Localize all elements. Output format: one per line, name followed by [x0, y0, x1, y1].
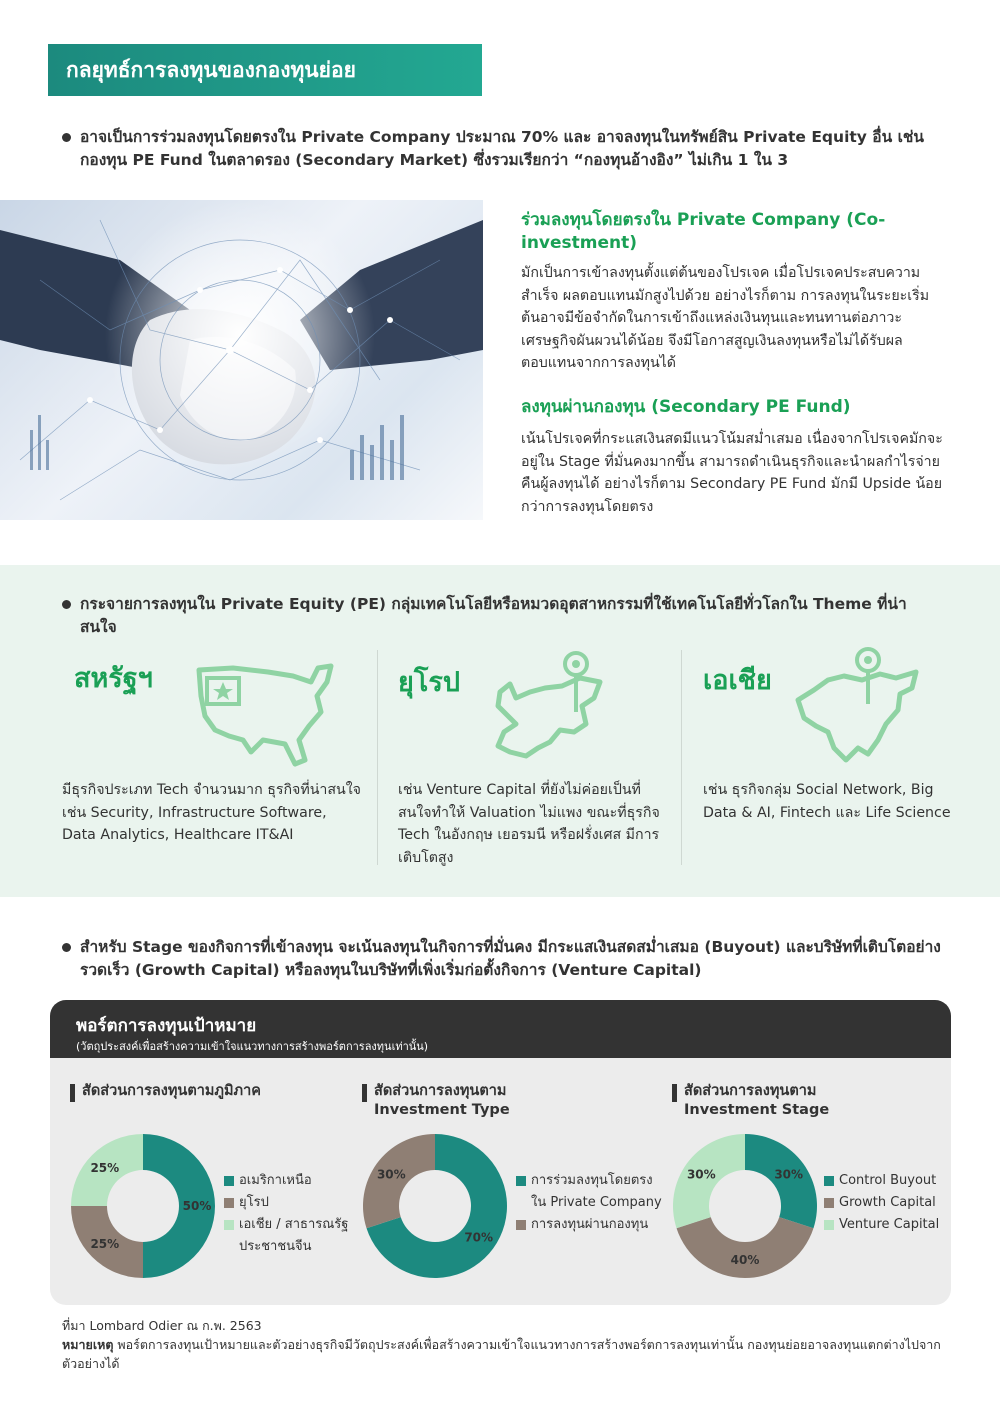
asia-map-icon	[790, 644, 925, 772]
chart-title-investment-stage	[672, 1082, 942, 1120]
footer-note	[62, 1335, 942, 1373]
bullet-dot	[62, 943, 71, 952]
section-header	[48, 44, 482, 96]
title-bar	[672, 1084, 677, 1102]
legend-label: การร่วมลงทุนโดยตรงใน Private Company	[531, 1173, 662, 1210]
legend-swatch	[824, 1176, 834, 1186]
bullet-investment-stage	[62, 936, 942, 982]
legend-label: Growth Capital	[839, 1195, 936, 1210]
chart-title-region	[70, 1082, 340, 1101]
handshake-image	[0, 200, 483, 520]
region-name: เอเชีย	[703, 665, 772, 696]
legend-swatch	[824, 1198, 834, 1208]
legend-item	[224, 1192, 364, 1214]
handshake-illustration-icon	[0, 200, 483, 520]
region-description: มีธุรกิจประเภท Tech จำนวนมาก ธุรกิจที่น่าสนใจ เช่น Security, Infrastructure Software, Data Analytics, Healthcare IT&AI	[62, 782, 361, 843]
chart-title-investment-type	[362, 1082, 632, 1120]
footer-note-text: พอร์ตการลงทุนเป้าหมายและตัวอย่างธุรกิจมีวัตถุประสงค์เพื่อสร้างความเข้าใจแนวทางการสร้างพอร์ตการลงทุนเท่านั้น กองทุนย่อยอาจลงทุนแตกต่างไปจากตัวอย่างได้	[62, 1337, 941, 1371]
footer-source: ที่มา Lombard Odier ณ ก.พ. 2563	[62, 1318, 262, 1333]
region-name: สหรัฐฯ	[74, 663, 153, 694]
legend-swatch	[516, 1220, 526, 1230]
legend-swatch	[516, 1176, 526, 1186]
footer-note-label: หมายเหตุ	[62, 1337, 114, 1352]
legend-label: Venture Capital	[839, 1217, 940, 1232]
legend-swatch	[224, 1176, 234, 1186]
portfolio-subtitle: (วัตถุประสงค์เพื่อสร้างความเข้าใจแนวทางการสร้างพอร์ตการลงทุนเท่านั้น)	[76, 1040, 429, 1053]
bullet-regions	[62, 593, 942, 639]
chart-title-line1: สัดส่วนการลงทุนตามภูมิภาค	[82, 1083, 261, 1099]
strategy-title-co-investment: ร่วมลงทุนโดยตรงใน Private Company (Co-investment)	[521, 210, 886, 253]
legend-label: อเมริกาเหนือ	[239, 1173, 312, 1188]
region-description: เช่น ธุรกิจกลุ่ม Social Network, Big Data & AI, Fintech และ Life Science	[703, 782, 951, 821]
footer	[62, 1316, 942, 1373]
portfolio-title: พอร์ตการลงทุนเป้าหมาย	[76, 1016, 257, 1036]
chart-title-line2: Investment Type	[374, 1102, 510, 1118]
region-description: เช่น Venture Capital ที่ยังไม่ค่อยเป็นที่สนใจทำให้ Valuation ไม่แพง ขณะที่ธุรกิจ Tech ในอังกฤษ เยอรมนี หรือฝรั่งเศส มีการเติบโตสูง	[398, 782, 660, 866]
legend-label: เอเชีย / สาธารณรัฐประชาชนจีน	[239, 1217, 349, 1254]
slice-label: 30%	[686, 1167, 716, 1182]
strategy-body-co-investment: มักเป็นการเข้าลงทุนตั้งแต่ต้นของโปรเจค เมื่อโปรเจคประสบความสำเร็จ ผลตอบแทนมักสูงไปด้วย อย่างไรก็ตาม การลงทุนในระยะเริ่มต้นอาจมีข้อจำกัดในการเข้าถึงแหล่งเงินทุนและทนทานต่อภาวะเศรษฐกิจผันผวนได้น้อย จึงมีโอกาสสูญเงินลงทุนหรือไม่ได้รับผลตอบแทนจากการลงทุนได้	[521, 265, 930, 371]
slice-label: 25%	[90, 1160, 120, 1175]
target-portfolio-panel	[50, 1000, 951, 1305]
donut-slice	[677, 1217, 814, 1278]
portfolio-header	[50, 1000, 951, 1058]
column-divider	[681, 650, 682, 865]
legend-item	[824, 1214, 949, 1236]
legend-item	[516, 1170, 666, 1214]
investment-stage-chart-legend	[824, 1170, 949, 1236]
legend-swatch	[224, 1198, 234, 1208]
region-name: ยุโรป	[398, 667, 460, 698]
bullet-dot	[62, 133, 71, 142]
slice-label: 25%	[90, 1237, 120, 1252]
legend-item	[516, 1214, 666, 1236]
legend-label: ยุโรป	[239, 1195, 269, 1210]
europe-map-icon	[490, 648, 610, 770]
legend-item	[824, 1192, 949, 1214]
legend-item	[224, 1214, 364, 1258]
chart-title-line1: สัดส่วนการลงทุนตาม	[684, 1083, 817, 1099]
title-bar	[70, 1084, 75, 1102]
bullet-text: สำหรับ Stage ของกิจการที่เข้าลงทุน จะเน้นลงทุนในกิจการที่มั่นคง มีกระแสเงินสดสม่ำเสมอ (Buyout) และบริษัทที่เติบโตอย่างรวดเร็ว (Growth Capital) หรือลงทุนในบริษัทที่เพิ่งเริ่มก่อตั้งกิจการ (Venture Capital)	[80, 938, 941, 979]
chart-title-line1: สัดส่วนการลงทุนตาม	[374, 1083, 507, 1099]
legend-item	[224, 1170, 364, 1192]
slice-label: 30%	[774, 1167, 804, 1182]
slice-label: 40%	[730, 1253, 760, 1267]
column-divider	[377, 650, 378, 865]
bullet-dot	[62, 600, 71, 609]
strategy-title-secondary-fund: ลงทุนผ่านกองทุน (Secondary PE Fund)	[521, 397, 851, 417]
bullet-text: กระจายการลงทุนใน Private Equity (PE) กลุ่มเทคโนโลยีหรือหมวดอุตสาหกรรมที่ใช้เทคโนโลยีทั่วโลกใน Theme ที่น่าสนใจ	[80, 595, 907, 636]
legend-swatch	[224, 1220, 234, 1230]
slice-label: 70%	[464, 1230, 494, 1245]
legend-label: การลงทุนผ่านกองทุน	[531, 1217, 649, 1232]
legend-label: Control Buyout	[839, 1173, 937, 1188]
slice-label: 50%	[182, 1199, 212, 1213]
slice-label: 30%	[376, 1167, 406, 1182]
bullet-investment-intro	[62, 126, 942, 172]
investment-type-chart-legend	[516, 1170, 666, 1236]
title-bar	[362, 1084, 367, 1102]
region-chart-legend	[224, 1170, 364, 1258]
region-donut-chart	[70, 1133, 216, 1279]
legend-item	[824, 1170, 949, 1192]
legend-swatch	[824, 1220, 834, 1230]
section-title: กลยุทธ์การลงทุนของกองทุนย่อย	[66, 58, 356, 82]
bullet-text: อาจเป็นการร่วมลงทุนโดยตรงใน Private Company ประมาณ 70% และ อาจลงทุนในทรัพย์สิน Private Equity อื่น เช่น กองทุน PE Fund ในตลาดรอง (Secondary Market) ซึ่งรวมเรียกว่า “กองทุนอ้างอิง” ไม่เกิน 1 ใน 3	[80, 128, 925, 169]
chart-title-line2: Investment Stage	[684, 1102, 830, 1118]
investment-stage-donut-chart	[672, 1133, 818, 1279]
usa-map-icon	[193, 660, 338, 770]
investment-type-donut-chart	[362, 1133, 508, 1279]
strategy-body-secondary-fund: เน้นโปรเจคที่กระแสเงินสดมีแนวโน้มสม่ำเสมอ เนื่องจากโปรเจคมักจะอยู่ใน Stage ที่มั่นคงมากขึ้น สามารถดำเนินธุรกิจและนำผลกำไรจ่ายคืนผู้ลงทุนได้ อย่างไรก็ตาม Secondary PE Fund มักมี Upside น้อยกว่าการลงทุนโดยตรง	[521, 431, 943, 515]
